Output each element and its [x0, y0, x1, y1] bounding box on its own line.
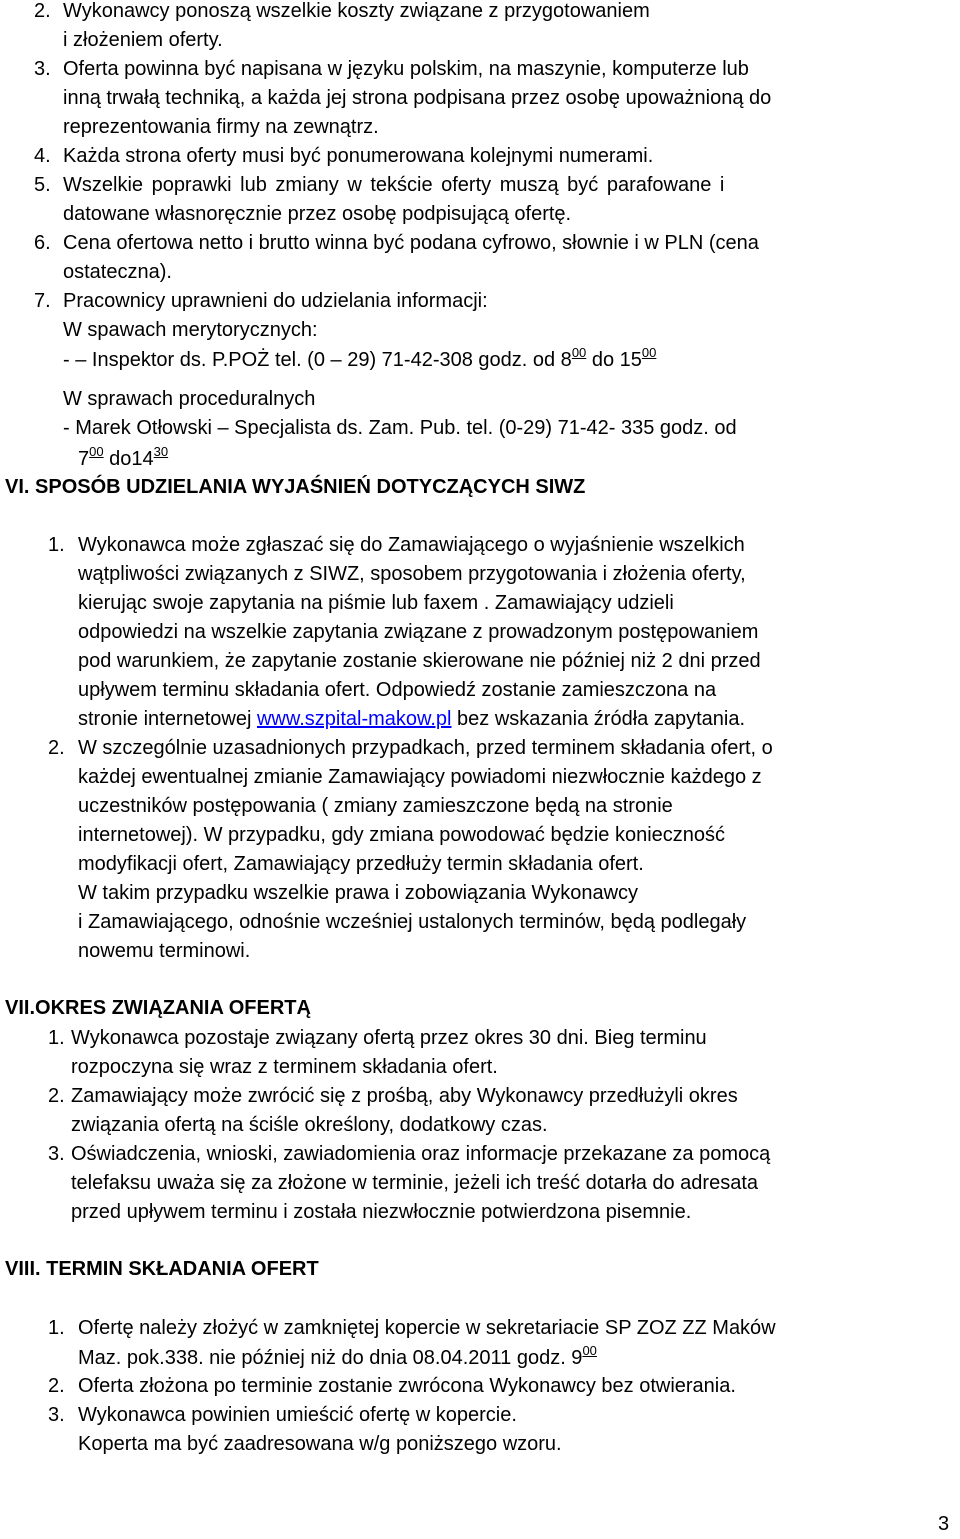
paragraph-line: W takim przypadku wszelkie prawa i zobowiązania Wykonawcy	[78, 882, 639, 904]
list-item-text: inną trwałą techniką, a każda jej strona podpisana przez osobę upoważnioną do	[63, 87, 772, 109]
paragraph-line: pod warunkiem, że zapytanie zostanie skierowane nie później niż 2 dni przed	[78, 650, 761, 672]
paragraph-line: i Zamawiającego, odnośnie wcześniej ustalonych terminów, będą podlegały	[78, 911, 747, 933]
list-number: 1.	[48, 1027, 65, 1049]
list-number: 2.	[48, 1085, 65, 1107]
list-number: 3.	[48, 1404, 65, 1426]
section-heading: VII.OKRES ZWIĄZANIA OFERTĄ	[5, 997, 311, 1019]
list-item-text: Wykonawcy ponoszą wszelkie koszty związane z przygotowaniem	[63, 0, 650, 22]
website-link[interactable]: www.szpital-makow.pl	[256, 708, 452, 730]
list-number: 2.	[48, 737, 65, 759]
contact-line	[63, 346, 656, 375]
paragraph-line: W szczególnie uzasadnionych przypadkach, przed terminem składania ofert, o	[78, 737, 773, 759]
list-number: 6.	[34, 232, 51, 254]
paragraph-line: przed upływem terminu i została niezwłocznie potwierdzona pisemnie.	[71, 1201, 692, 1223]
list-item-text: Pracownicy uprawnieni do udzielania informacji:	[63, 290, 488, 312]
paragraph-line	[78, 1344, 597, 1373]
list-number: 3.	[34, 58, 51, 80]
paragraph-line: kierując swoje zapytania na piśmie lub faxem . Zamawiający udzieli	[78, 592, 674, 614]
list-number: 1.	[48, 1317, 65, 1339]
list-number: 1.	[48, 534, 65, 556]
paragraph-line: internetowej). W przypadku, gdy zmiana powodować będzie konieczność	[78, 824, 726, 846]
section-heading: VIII. TERMIN SKŁADANIA OFERT	[5, 1258, 319, 1280]
paragraph-line	[78, 705, 745, 734]
list-number: 2.	[34, 0, 51, 22]
list-number: 5.	[34, 174, 51, 196]
page-number: 3	[938, 1513, 950, 1535]
list-number: 4.	[34, 145, 51, 167]
paragraph-text: bez wskazania źródła zapytania.	[451, 708, 745, 730]
superscript: 30	[153, 444, 169, 459]
paragraph-text: stronie internetowej	[78, 708, 257, 730]
contact-text: - – Inspektor ds. P.POŻ tel. (0 – 29) 71-42-308 godz. od 8	[63, 349, 572, 371]
list-item-text: Każda strona oferty musi być ponumerowana kolejnymi numerami.	[63, 145, 654, 167]
contact-hours	[78, 445, 168, 474]
contact-text: do 15	[586, 349, 642, 371]
paragraph-line: związania ofertą na ściśle określony, dodatkowy czas.	[71, 1114, 548, 1136]
paragraph-line: uczestników postępowania ( zmiany zamieszczone będą na stronie	[78, 795, 673, 817]
list-item-text: i złożeniem oferty.	[63, 29, 223, 51]
superscript: 00	[641, 345, 657, 360]
paragraph-line: upływem terminu składania ofert. Odpowiedź zostanie zamieszczona na	[78, 679, 717, 701]
paragraph-text: Maz. pok.338. nie później niż do dnia 08.04.2011 godz. 9	[78, 1347, 583, 1369]
list-item-text: ostateczna).	[63, 261, 172, 283]
superscript: 00	[582, 1343, 597, 1358]
list-item-text: datowane własnoręcznie przez osobę podpisującą ofertę.	[63, 203, 572, 225]
section-heading: VI. SPOSÓB UDZIELANIA WYJAŚNIEŃ DOTYCZĄCYCH SIWZ	[5, 476, 586, 498]
paragraph-line: Wykonawca powinien umieścić ofertę w kopercie.	[78, 1404, 517, 1426]
paragraph-line: nowemu terminowi.	[78, 940, 251, 962]
list-item-text: reprezentowania firmy na zewnątrz.	[63, 116, 379, 138]
contact-line: - Marek Otłowski – Specjalista ds. Zam. Pub. tel. (0-29) 71-42- 335 godz. od	[63, 417, 737, 439]
paragraph-line: Wykonawca może zgłaszać się do Zamawiającego o wyjaśnienie wszelkich	[78, 534, 745, 556]
paragraph-line: Ofertę należy złożyć w zamkniętej kopercie w sekretariacie SP ZOZ ZZ Maków	[78, 1317, 776, 1339]
list-item-text: W spawach merytorycznych:	[63, 319, 318, 341]
paragraph-line: Wykonawca pozostaje związany ofertą przez okres 30 dni. Bieg terminu	[71, 1027, 707, 1049]
list-item-text: Oferta powinna być napisana w języku polskim, na maszynie, komputerze lub	[63, 58, 749, 80]
paragraph-line: rozpoczyna się wraz z terminem składania ofert.	[71, 1056, 498, 1078]
list-item-text: Cena ofertowa netto i brutto winna być podana cyfrowo, słownie i w PLN (cena	[63, 232, 759, 254]
contact-text: 7	[78, 448, 90, 470]
paragraph-line: Zamawiający może zwrócić się z prośbą, aby Wykonawcy przedłużyli okres	[71, 1085, 738, 1107]
list-item-text: Wszelkie poprawki lub zmiany w tekście oferty muszą być parafowane i	[63, 174, 725, 196]
list-item-text: W sprawach proceduralnych	[63, 388, 316, 410]
paragraph-line: wątpliwości związanych z SIWZ, sposobem przygotowania i złożenia oferty,	[78, 563, 746, 585]
paragraph-line: odpowiedzi na wszelkie zapytania związane z prowadzonym postępowaniem	[78, 621, 759, 643]
paragraph-line: każdej ewentualnej zmianie Zamawiający powiadomi niezwłocznie każdego z	[78, 766, 762, 788]
paragraph-line: telefaksu uważa się za złożone w terminie, jeżeli ich treść dotarła do adresata	[71, 1172, 759, 1194]
paragraph-line: Koperta ma być zaadresowana w/g poniższego wzoru.	[78, 1433, 562, 1455]
paragraph-line: modyfikacji ofert, Zamawiający przedłuży termin składania ofert.	[78, 853, 644, 875]
superscript: 00	[89, 444, 104, 459]
list-number: 3.	[48, 1143, 65, 1165]
paragraph-line: Oferta złożona po terminie zostanie zwrócona Wykonawcy bez otwierania.	[78, 1375, 736, 1397]
paragraph-line: Oświadczenia, wnioski, zawiadomienia oraz informacje przekazane za pomocą	[71, 1143, 771, 1165]
contact-text: do14	[103, 448, 154, 470]
list-number: 2.	[48, 1375, 65, 1397]
superscript: 00	[571, 345, 587, 360]
list-number: 7.	[34, 290, 51, 312]
